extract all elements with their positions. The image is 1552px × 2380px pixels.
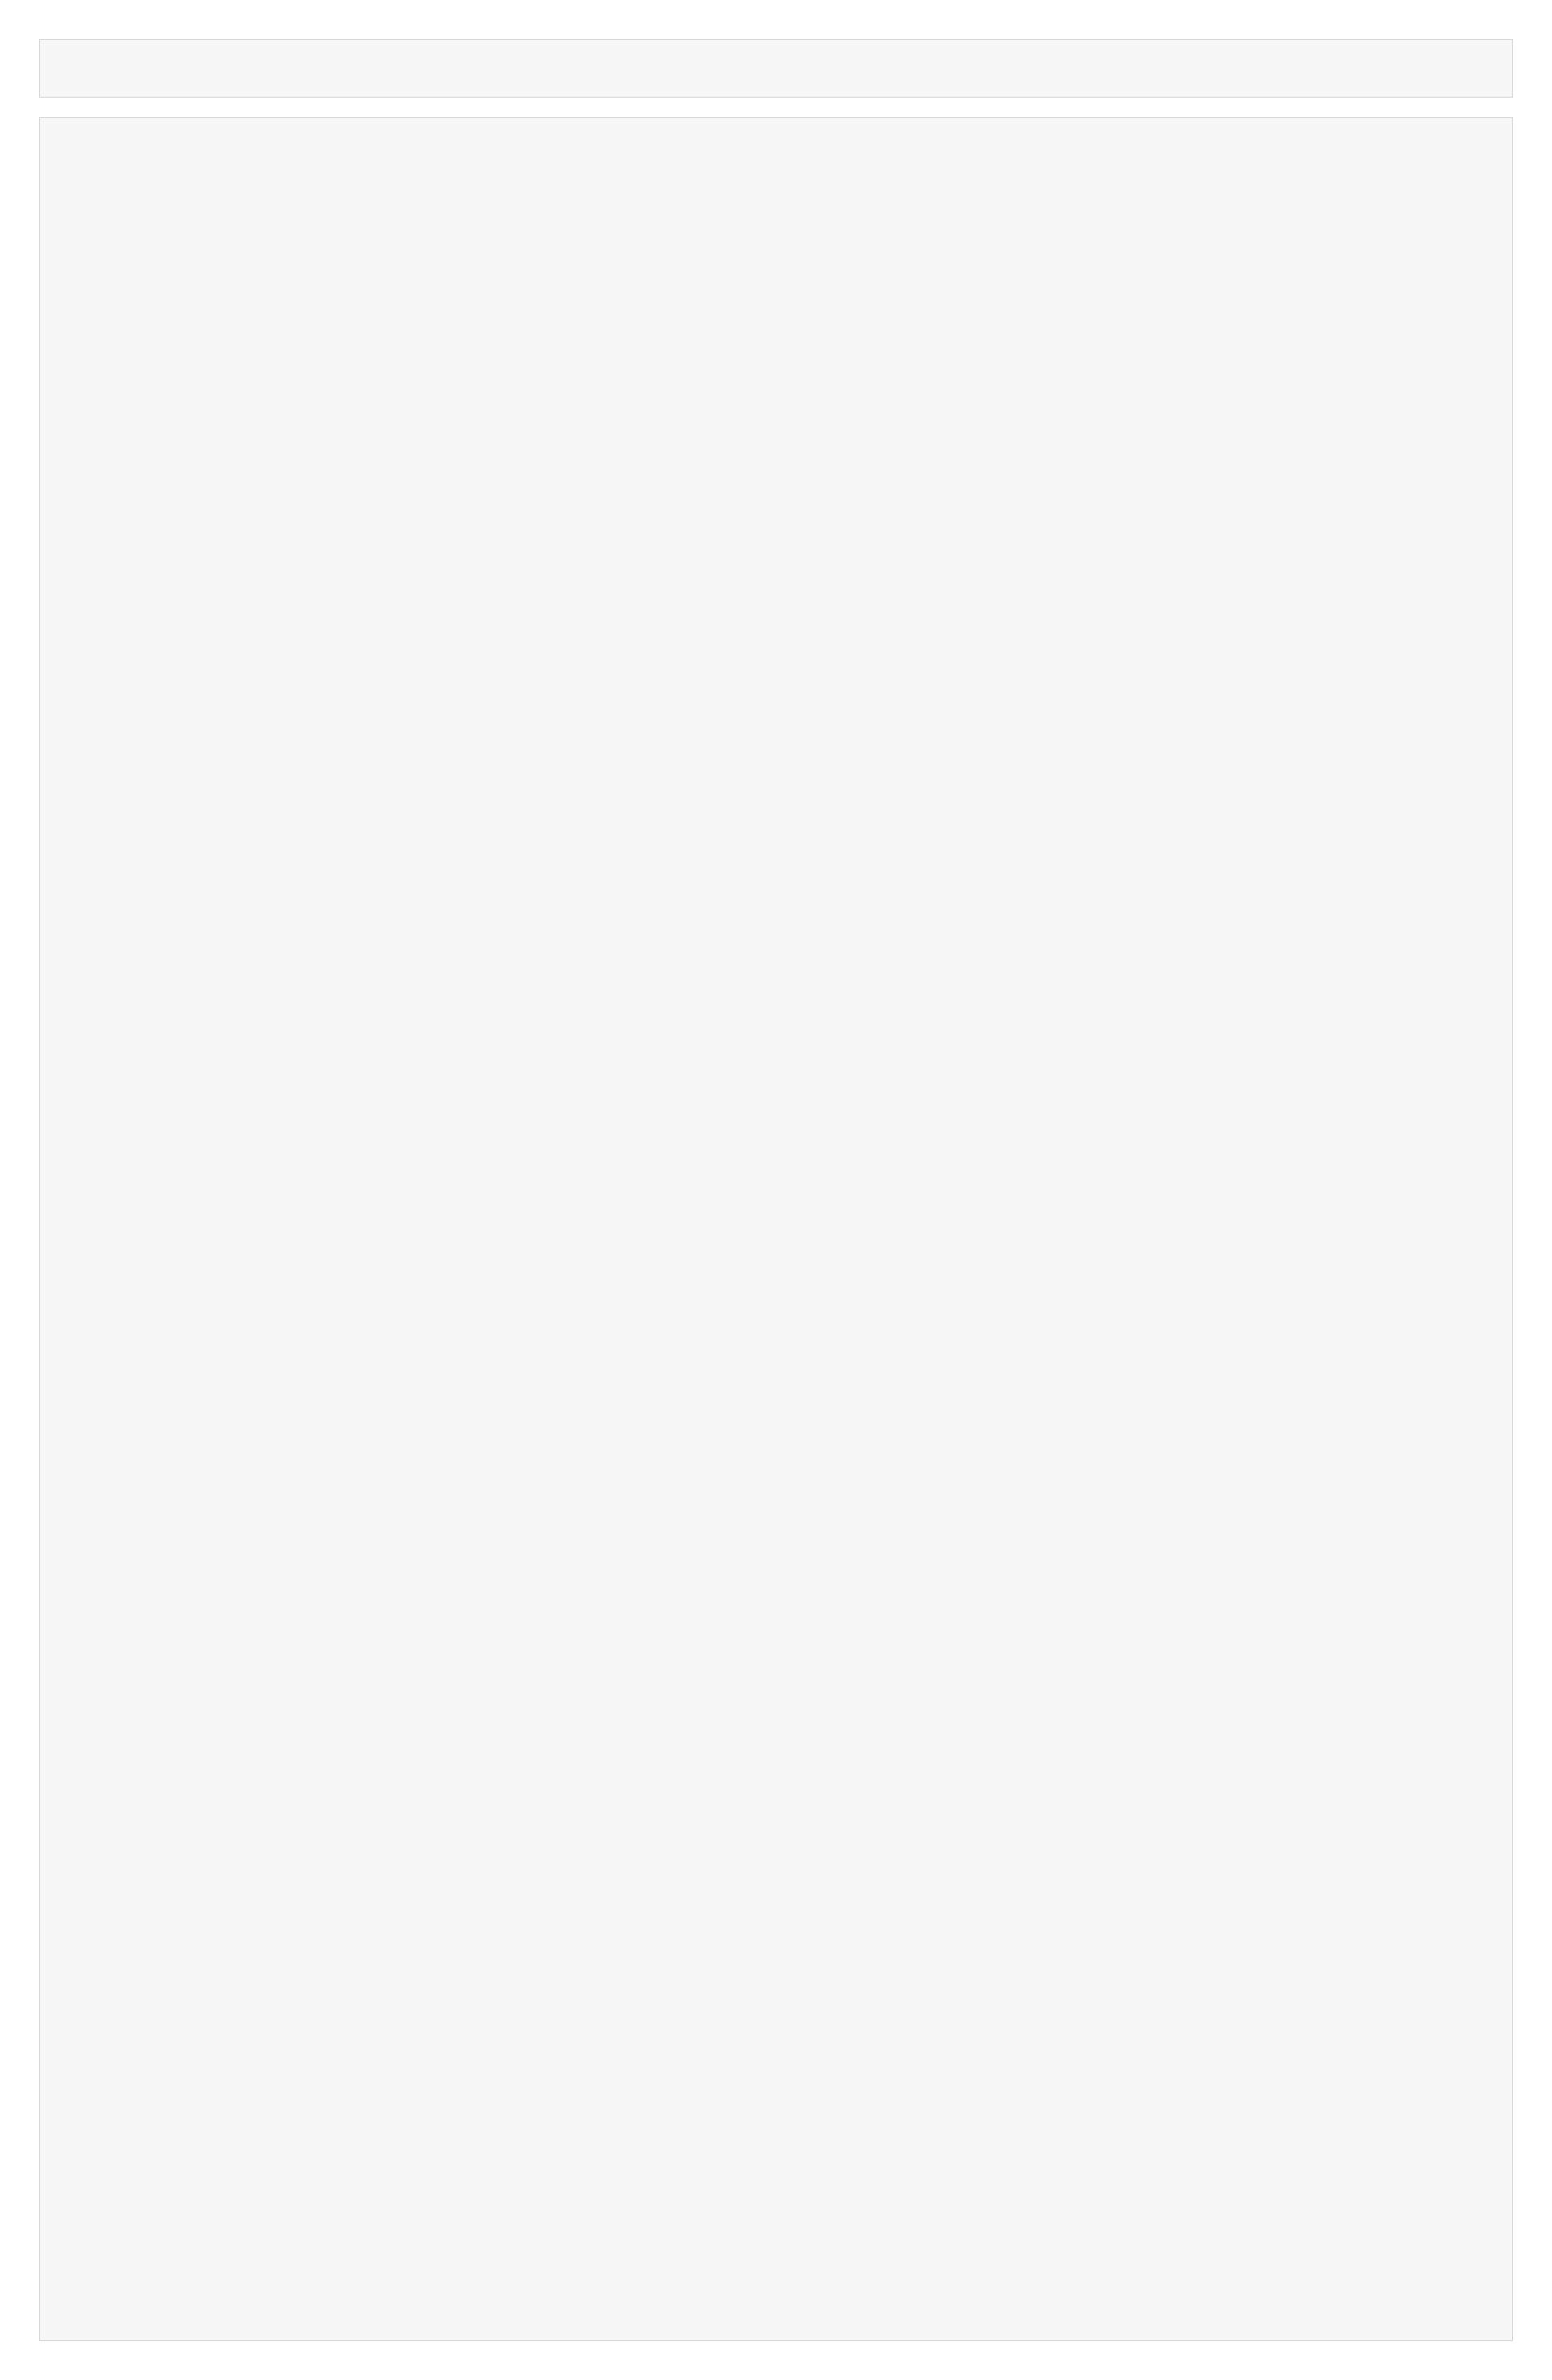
document-body (39, 117, 1513, 2341)
document-heading (39, 39, 1513, 98)
